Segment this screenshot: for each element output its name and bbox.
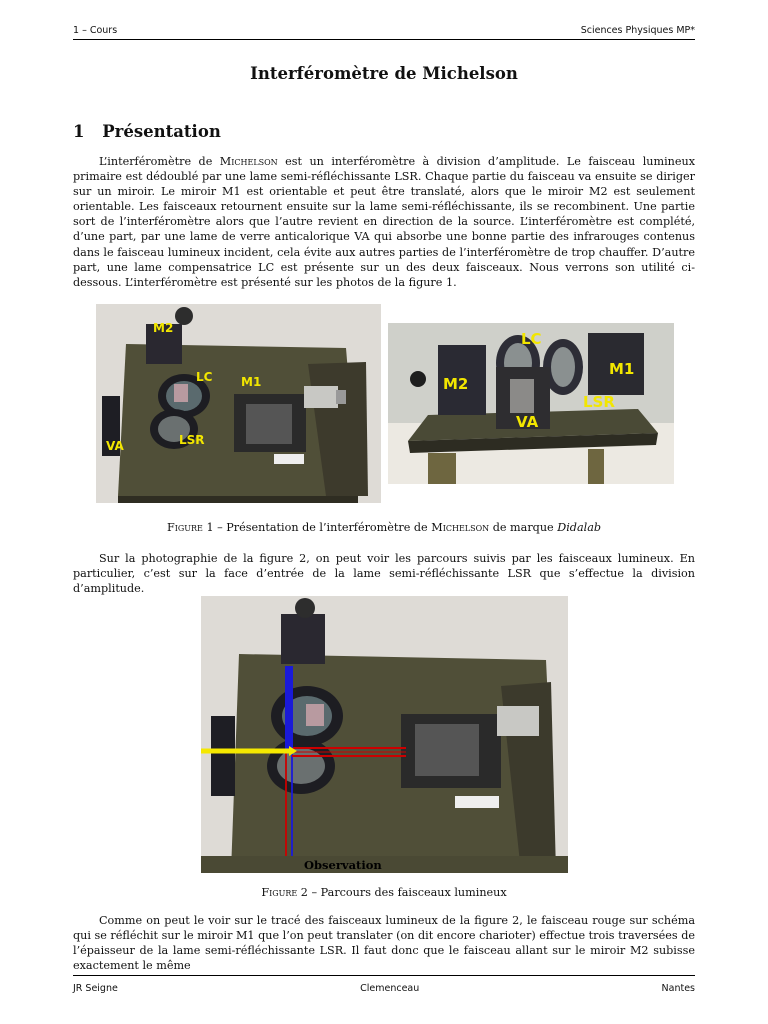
fig1-caption-a: – Présentation de l’interféromètre de bbox=[213, 521, 432, 534]
fig1-caption-name: Michelson bbox=[431, 521, 490, 534]
section-number: 1 bbox=[73, 122, 85, 141]
figure1-photo-top-view bbox=[96, 304, 381, 503]
paragraph-presentation bbox=[73, 154, 695, 290]
section-heading bbox=[73, 122, 221, 141]
fig1-caption-b: de marque bbox=[489, 521, 558, 534]
running-header bbox=[73, 25, 695, 36]
p1-text-b: est un interféromètre à division d’amplitude. Le faisceau lumineux primaire est dédoublé par une lame semi-réfléchissante LSR. Chaque partie du faisceau va ensuite se diriger sur un miroir. Le miroir M1 est orientable et peut être translaté, alors que le miroir M2 est seulement orientable. Les faisceaux retournent ensuite sur la lame semi-réfléchissante, ils se recombinent. Une partie sort de l’interféromètre alors que l’autre revient en direction de la source. L’interféromètre est complété, d’une part, par une lame de verre anticalorique VA qui absorbe une bonne partie des infrarouges contenus dans le faisceau lumineux incident, cela évite aux autres parties de l’interféromètre de trop chauffer. D’autre part, une lame compensatrice LC est présente sur un des deux faisceaux. Nous verrons son utilité ci-dessous. L’interféromètre est présenté sur les photos de la figure 1. bbox=[73, 155, 695, 289]
header-right: Sciences Physiques MP* bbox=[580, 25, 695, 36]
label-M1-left: M1 bbox=[241, 375, 262, 389]
footer-right: Nantes bbox=[661, 983, 695, 994]
running-footer bbox=[73, 983, 695, 994]
document-title: Interféromètre de Michelson bbox=[250, 64, 518, 83]
label-M1-right: M1 bbox=[609, 360, 635, 378]
label-LSR-right: LSR bbox=[583, 393, 615, 411]
figure1-photo-side-view bbox=[388, 323, 674, 484]
figure1-caption bbox=[0, 521, 768, 534]
label-M2-left: M2 bbox=[153, 321, 174, 335]
p1-name: Michelson bbox=[219, 155, 278, 168]
header-left: 1 – Cours bbox=[73, 25, 118, 36]
paragraph-figure2-intro: Sur la photographie de la figure 2, on peut voir les parcours suivis par les faisceaux lumineux. En particulier, c’est sur la face d’entrée de la lame semi-réfléchissante LSR que s’effectue la division d’amplitude. bbox=[73, 552, 695, 596]
fig1-caption-brand: Didalab bbox=[557, 521, 602, 534]
label-LSR-left: LSR bbox=[179, 433, 205, 447]
label-VA-left: VA bbox=[106, 439, 124, 453]
header-rule bbox=[73, 39, 695, 40]
fig2-caption-prefix: Figure bbox=[261, 886, 298, 899]
paragraph-beam-analysis: Comme on peut le voir sur le tracé des faisceaux lumineux de la figure 2, le faisceau rouge sur schéma qui se réfléchit sur le miroir M1 que l’on peut translater (on dit encore charioter) effectue trois traversées de l’épaisseur de la lame semi-réfléchissante LSR. Il faut donc que le faisceau allant sur le miroir M2 subisse exactement le même bbox=[73, 914, 695, 973]
label-LC-right: LC bbox=[521, 330, 542, 348]
fig2-caption-text: – Parcours des faisceaux lumineux bbox=[307, 886, 507, 899]
p1-text-a: L’interféromètre de bbox=[99, 155, 220, 168]
footer-left: JR Seigne bbox=[73, 983, 118, 994]
fig2-caption-num: 2 bbox=[300, 886, 308, 899]
observation-label: Observation bbox=[304, 858, 382, 872]
figure2-photo-beam-paths bbox=[201, 596, 568, 873]
label-M2-right: M2 bbox=[443, 375, 469, 393]
section-title: Présentation bbox=[102, 122, 221, 141]
fig1-caption-num: 1 bbox=[206, 521, 214, 534]
figure2-caption bbox=[0, 886, 768, 899]
fig1-caption-prefix: Figure bbox=[166, 521, 203, 534]
footer-rule bbox=[73, 975, 695, 976]
label-VA-right: VA bbox=[516, 413, 539, 431]
label-LC-left: LC bbox=[196, 370, 213, 384]
footer-center: Clemenceau bbox=[360, 983, 420, 994]
